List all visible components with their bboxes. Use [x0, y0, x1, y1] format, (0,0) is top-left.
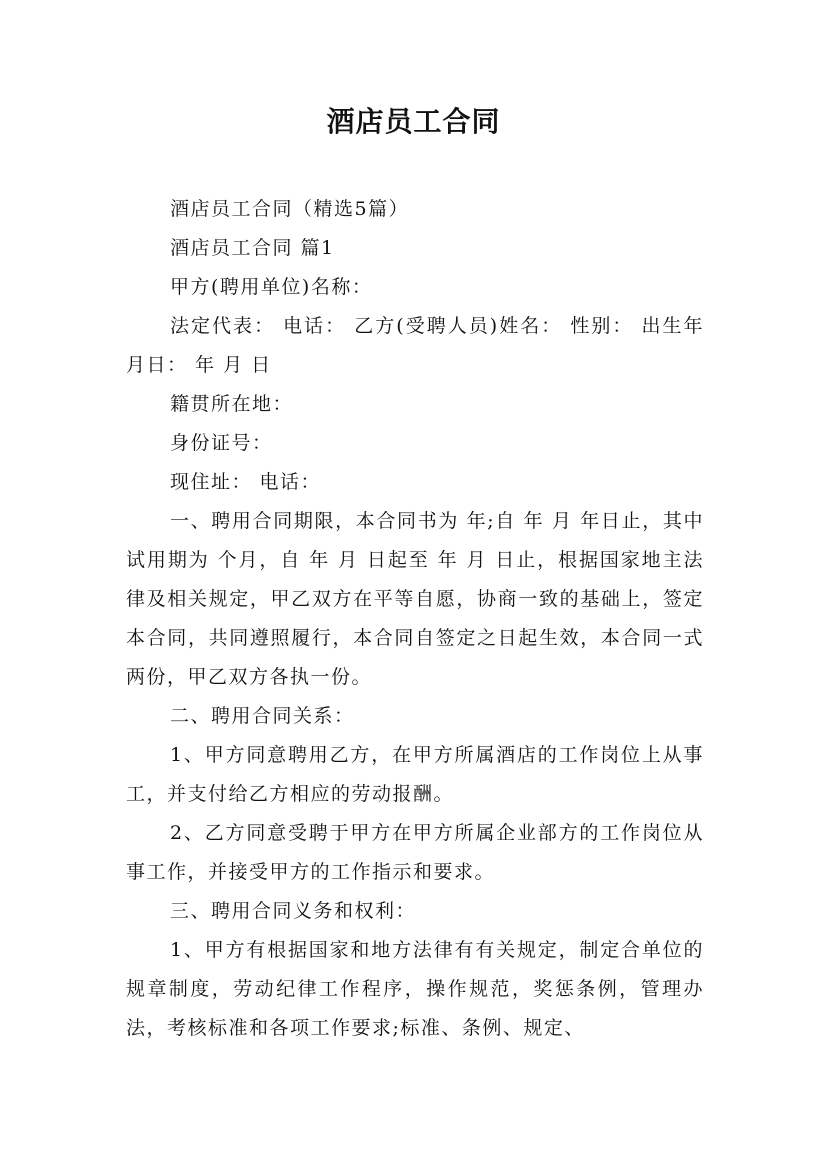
paragraph: 甲方(聘用单位)名称： [170, 276, 373, 298]
paragraph: 三、聘用合同义务和权利： [170, 900, 417, 922]
paragraph: 现住址： 电话： [170, 471, 322, 493]
paragraph: 一、聘用合同期限，本合同书为 年;自 年 月 年日止，其中试用期为 个月，自 年 月 日起至 年 月 日止，根据国家地主法律及相关规定，甲乙双方在平等自愿，协商一致的基础上，签定本合同，共同遵照履行，本合同自签定之日起生效，本合同一式两份，甲乙双方各执一份。 [126, 510, 704, 688]
paragraph: 法定代表： 电话： 乙方(受聘人员)姓名： 性别： 出生年月日： 年 月 日 [126, 315, 704, 376]
paragraph: 2、乙方同意受聘于甲方在甲方所属企业部方的工作岗位从事工作，并接受甲方的工作指示和要求。 [126, 822, 704, 883]
document-body [126, 190, 704, 1048]
document-title: 酒店员工合同 [326, 105, 501, 138]
paragraph: 酒店员工合同 篇1 [170, 237, 335, 259]
paragraph: 二、聘用合同关系： [170, 705, 355, 727]
paragraph: 酒店员工合同（精选5篇） [170, 198, 410, 220]
paragraph: 1、甲方有根据国家和地方法律有有关规定，制定合单位的规章制度，劳动纪律工作程序，操作规范，奖惩条例，管理办法，考核标准和各项工作要求;标准、条例、规定、 [126, 939, 704, 1039]
paragraph: 籍贯所在地： [170, 393, 294, 415]
paragraph: 身份证号： [170, 432, 273, 454]
paragraph: 1、甲方同意聘用乙方，在甲方所属酒店的工作岗位上从事工，并支付给乙方相应的劳动报酬。 [126, 744, 704, 805]
